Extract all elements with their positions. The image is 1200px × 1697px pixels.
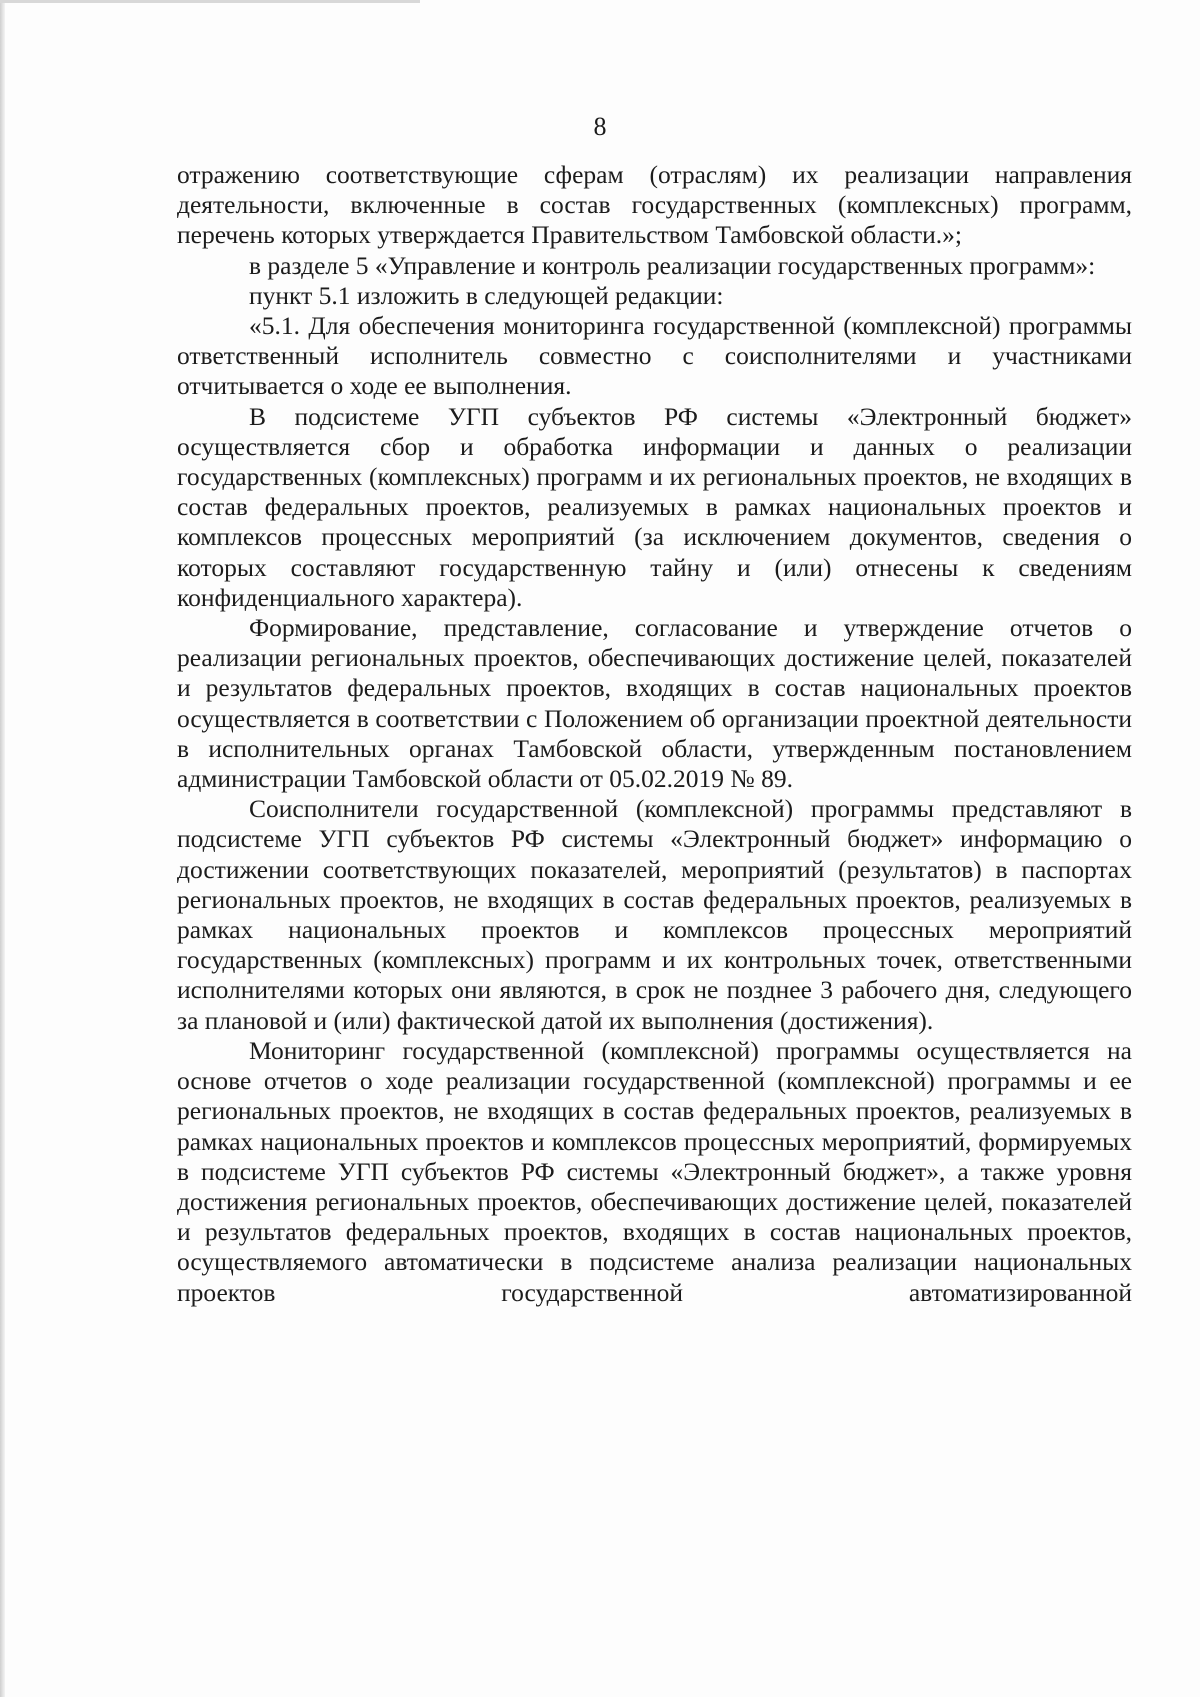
page-number: 8 [593, 112, 607, 141]
paragraph-monitoring: Мониторинг государственной (комплексной) программы осуществляется на основе отчетов о ходе реализации государственной (комплексной) программы и ее региональных проектов, не входящих в состав федеральных проектов, реализуемых в рамках национальных проектов и комплексов процессных мероприятий, формируемых в подсистеме УГП субъектов РФ системы «Электронный бюджет», а также уровня достижения региональных проектов, обеспечивающих достижение целей, показателей и результатов федеральных проектов, входящих в состав национальных проектов, осуществляемого автоматически в подсистеме анализа реализации национальных проектов государственной автоматизированной [177, 1035, 1132, 1307]
scan-edge-shadow [0, 0, 5, 1697]
paragraph-section-5-heading: в разделе 5 «Управление и контроль реализации государственных программ»: [249, 250, 1096, 280]
paragraph-reports-formation: Формирование, представление, согласование и утверждение отчетов о реализации региональных проектов, обеспечивающих достижение целей, показателей и результатов федеральных проектов, входящих в состав национальных проектов осуществляется в соответствии с Положением об организации проектной деятельности в исполнительных органах Тамбовской области, утвержденным постановлением администрации Тамбовской области от 05.02.2019 № 89. [177, 613, 1132, 794]
document-body [177, 160, 1132, 1308]
paragraph-item-5-1-intro: пункт 5.1 изложить в следующей редакции: [249, 280, 724, 310]
paragraph-co-executors: Соисполнители государственной (комплексной) программы представляют в подсистеме УГП субъектов РФ системы «Электронный бюджет» информацию о достижении соответствующих показателей, мероприятий (результатов) в паспортах региональных проектов, не входящих в состав федеральных проектов, реализуемых в рамках национальных проектов и комплексов процессных мероприятий государственных (комплексных) программ и их контрольных точек, ответственными исполнителями которых они являются, в срок не позднее 3 рабочего дня, следующего за плановой и (или) фактической датой их выполнения (достижения). [177, 794, 1132, 1035]
scan-top-edge [0, 0, 420, 3]
paragraph-continuation: отражению соответствующие сферам (отраслям) их реализации направления деятельности, включенные в состав государственных (комплексных) программ, перечень которых утверждается Правительством Тамбовской области.»; [177, 160, 1132, 250]
paragraph-item-5-1: «5.1. Для обеспечения мониторинга государственной (комплексной) программы ответственный исполнитель совместно с соисполнителями и участниками отчитывается о ходе ее выполнения. [177, 311, 1132, 401]
paragraph-ugp-subsystem: В подсистеме УГП субъектов РФ системы «Электронный бюджет» осуществляется сбор и обработка информации и данных о реализации государственных (комплексных) программ и их региональных проектов, не входящих в состав федеральных проектов, реализуемых в рамках национальных проектов и комплексов процессных мероприятий (за исключением документов, сведения о которых составляют государственную тайну и (или) отнесены к сведениям конфиденциального характера). [177, 401, 1132, 612]
